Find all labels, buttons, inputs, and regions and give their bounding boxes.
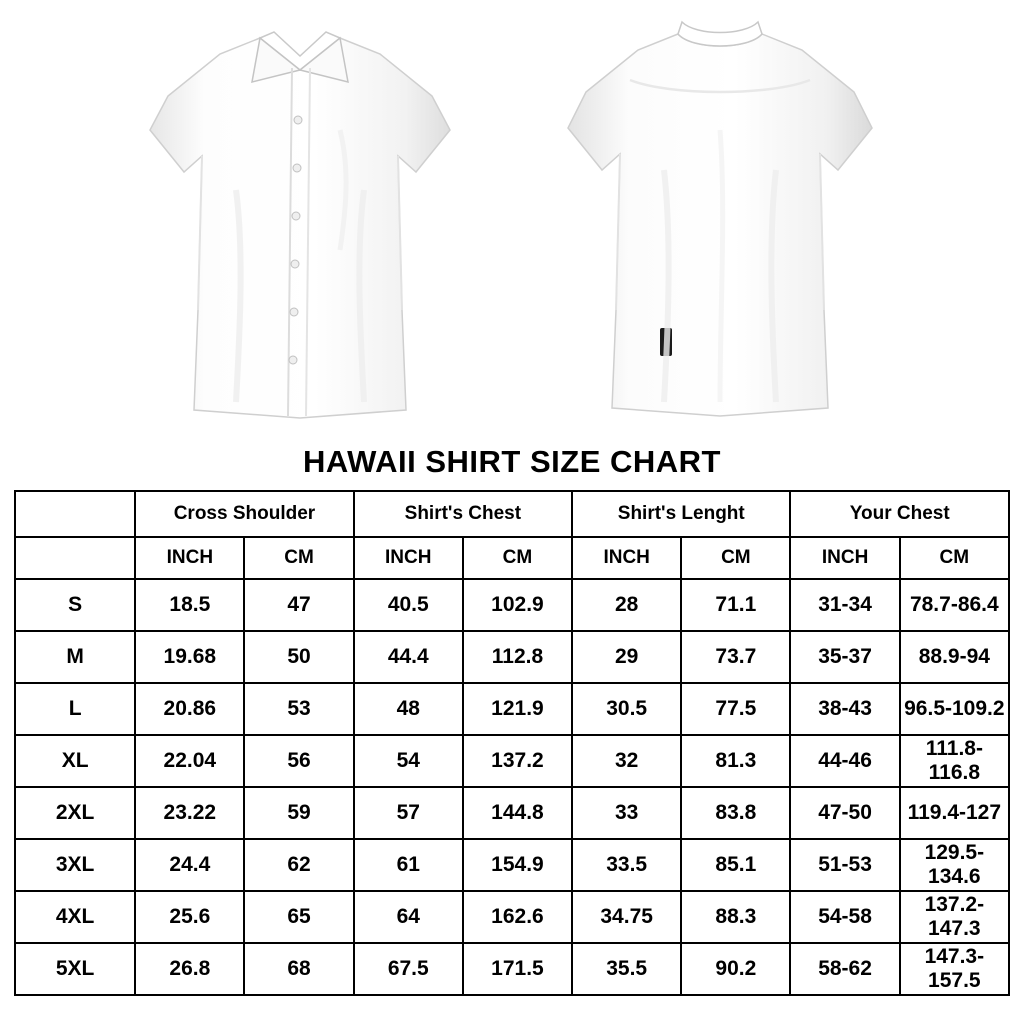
cell-shirts-chest-inch: 44.4 — [354, 631, 463, 683]
cell-cross-shoulder-cm: 53 — [244, 683, 353, 735]
cell-shirts-chest-cm: 112.8 — [463, 631, 572, 683]
table-row — [15, 787, 1009, 839]
cell-cross-shoulder-cm: 56 — [244, 735, 353, 787]
row-size-label: XL — [15, 735, 135, 787]
cell-shirts-lenght-inch: 28 — [572, 579, 681, 631]
cell-shirts-chest-cm: 137.2 — [463, 735, 572, 787]
cell-cross-shoulder-inch: 18.5 — [135, 579, 244, 631]
table-row — [15, 891, 1009, 943]
row-size-label: 3XL — [15, 839, 135, 891]
table-row — [15, 943, 1009, 995]
cell-cross-shoulder-cm: 68 — [244, 943, 353, 995]
cell-your-chest-inch: 38-43 — [790, 683, 899, 735]
cell-your-chest-inch: 58-62 — [790, 943, 899, 995]
table-unit-header-row — [15, 537, 1009, 579]
cell-your-chest-inch: 31-34 — [790, 579, 899, 631]
cell-cross-shoulder-inch: 20.86 — [135, 683, 244, 735]
cell-cross-shoulder-cm: 62 — [244, 839, 353, 891]
cell-cross-shoulder-cm: 47 — [244, 579, 353, 631]
cell-shirts-chest-cm: 154.9 — [463, 839, 572, 891]
unit-header-inch-1: INCH — [135, 537, 244, 579]
group-header-your-chest: Your Chest — [790, 491, 1009, 537]
cell-cross-shoulder-cm: 65 — [244, 891, 353, 943]
table-row — [15, 631, 1009, 683]
shirt-illustrations — [0, 0, 1024, 440]
cell-shirts-chest-inch: 57 — [354, 787, 463, 839]
cell-shirts-lenght-cm: 71.1 — [681, 579, 790, 631]
cell-cross-shoulder-cm: 59 — [244, 787, 353, 839]
page-title: HAWAII SHIRT SIZE CHART — [303, 444, 721, 479]
group-header-shirts-chest: Shirt's Chest — [354, 491, 572, 537]
cell-cross-shoulder-inch: 24.4 — [135, 839, 244, 891]
row-size-label: L — [15, 683, 135, 735]
cell-your-chest-inch: 54-58 — [790, 891, 899, 943]
table-row — [15, 579, 1009, 631]
cell-shirts-lenght-inch: 33 — [572, 787, 681, 839]
unit-header-cm-4: CM — [900, 537, 1009, 579]
row-size-label: 2XL — [15, 787, 135, 839]
cell-shirts-lenght-inch: 30.5 — [572, 683, 681, 735]
cell-your-chest-inch: 47-50 — [790, 787, 899, 839]
unit-header-cm-3: CM — [681, 537, 790, 579]
cell-shirts-chest-cm: 162.6 — [463, 891, 572, 943]
cell-shirts-lenght-inch: 33.5 — [572, 839, 681, 891]
cell-your-chest-cm: 119.4-127 — [900, 787, 1009, 839]
size-table-wrap — [0, 490, 1024, 996]
size-chart-table — [14, 490, 1010, 996]
cell-shirts-chest-cm: 171.5 — [463, 943, 572, 995]
shirt-back-image — [560, 10, 880, 430]
cell-your-chest-cm: 137.2-147.3 — [900, 891, 1009, 943]
row-size-label: 5XL — [15, 943, 135, 995]
unit-row-corner — [15, 537, 135, 579]
table-row — [15, 839, 1009, 891]
cell-shirts-lenght-cm: 90.2 — [681, 943, 790, 995]
cell-shirts-lenght-cm: 88.3 — [681, 891, 790, 943]
cell-shirts-chest-cm: 102.9 — [463, 579, 572, 631]
cell-shirts-chest-cm: 121.9 — [463, 683, 572, 735]
group-header-cross-shoulder: Cross Shoulder — [135, 491, 353, 537]
group-header-shirts-lenght: Shirt's Lenght — [572, 491, 790, 537]
table-row — [15, 735, 1009, 787]
cell-your-chest-cm: 111.8-116.8 — [900, 735, 1009, 787]
cell-shirts-lenght-inch: 29 — [572, 631, 681, 683]
cell-shirts-lenght-cm: 83.8 — [681, 787, 790, 839]
cell-shirts-chest-inch: 67.5 — [354, 943, 463, 995]
cell-your-chest-inch: 44-46 — [790, 735, 899, 787]
cell-cross-shoulder-inch: 22.04 — [135, 735, 244, 787]
cell-your-chest-cm: 88.9-94 — [900, 631, 1009, 683]
cell-your-chest-cm: 129.5-134.6 — [900, 839, 1009, 891]
cell-shirts-chest-inch: 64 — [354, 891, 463, 943]
cell-cross-shoulder-inch: 19.68 — [135, 631, 244, 683]
cell-your-chest-inch: 35-37 — [790, 631, 899, 683]
cell-your-chest-inch: 51-53 — [790, 839, 899, 891]
cell-shirts-lenght-cm: 85.1 — [681, 839, 790, 891]
cell-shirts-lenght-inch: 32 — [572, 735, 681, 787]
cell-shirts-lenght-inch: 34.75 — [572, 891, 681, 943]
cell-shirts-lenght-cm: 73.7 — [681, 631, 790, 683]
cell-shirts-lenght-inch: 35.5 — [572, 943, 681, 995]
cell-shirts-lenght-cm: 81.3 — [681, 735, 790, 787]
unit-header-cm-1: CM — [244, 537, 353, 579]
cell-cross-shoulder-inch: 23.22 — [135, 787, 244, 839]
unit-header-inch-3: INCH — [572, 537, 681, 579]
cell-shirts-chest-inch: 54 — [354, 735, 463, 787]
unit-header-cm-2: CM — [463, 537, 572, 579]
unit-header-inch-2: INCH — [354, 537, 463, 579]
cell-shirts-chest-cm: 144.8 — [463, 787, 572, 839]
shirt-front-image — [140, 10, 460, 430]
row-size-label: 4XL — [15, 891, 135, 943]
cell-shirts-chest-inch: 40.5 — [354, 579, 463, 631]
cell-shirts-chest-inch: 48 — [354, 683, 463, 735]
unit-header-inch-4: INCH — [790, 537, 899, 579]
table-row — [15, 683, 1009, 735]
cell-cross-shoulder-inch: 26.8 — [135, 943, 244, 995]
row-size-label: M — [15, 631, 135, 683]
cell-your-chest-cm: 96.5-109.2 — [900, 683, 1009, 735]
cell-your-chest-cm: 147.3-157.5 — [900, 943, 1009, 995]
table-group-header-row — [15, 491, 1009, 537]
cell-cross-shoulder-cm: 50 — [244, 631, 353, 683]
row-size-label: S — [15, 579, 135, 631]
cell-your-chest-cm: 78.7-86.4 — [900, 579, 1009, 631]
cell-shirts-lenght-cm: 77.5 — [681, 683, 790, 735]
cell-shirts-chest-inch: 61 — [354, 839, 463, 891]
cell-cross-shoulder-inch: 25.6 — [135, 891, 244, 943]
size-column-header — [15, 491, 135, 537]
